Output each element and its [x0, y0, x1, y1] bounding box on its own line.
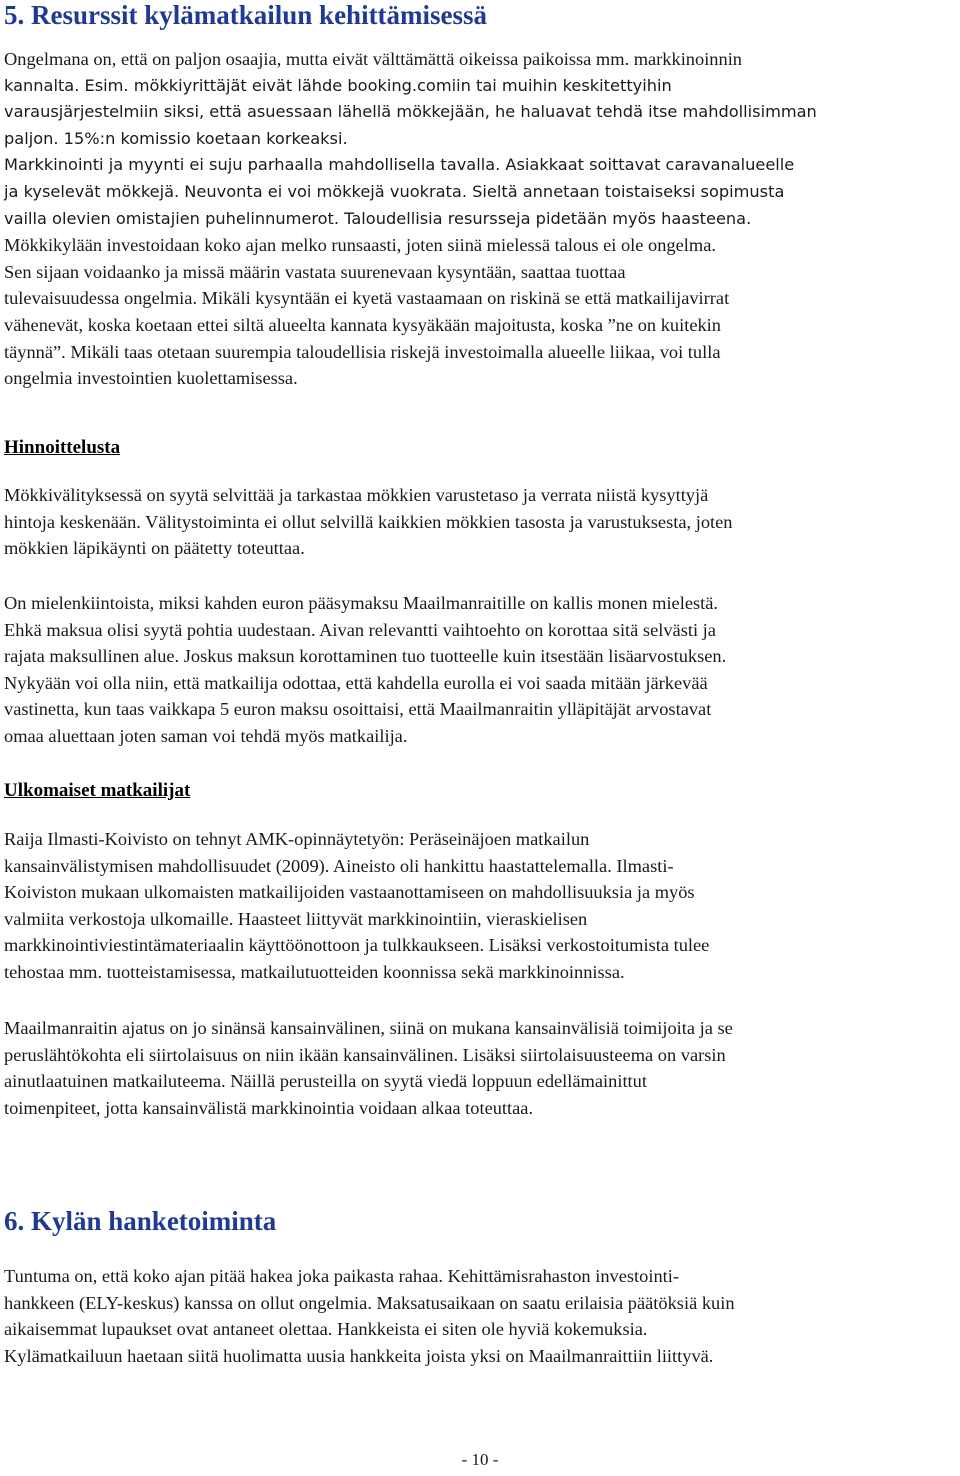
text-line: ja kyselevät mökkejä. Neuvonta ei voi mökkejä vuokrata. Sieltä annetaan toistaiseksi sopimusta [4, 181, 785, 201]
text-line: peruslähtökohta eli siirtolaisuus on niin ikään kansainvälinen. Lisäksi siirtolaisuusteema on varsin [4, 1044, 726, 1065]
text-line: Nykyään voi olla niin, että matkailija odottaa, että kahdella eurolla ei voi saada mitään järkevää [4, 672, 708, 693]
text-line: kansainvälistymisen mahdollisuudet (2009). Aineisto oli hankittu haastattelemalla. Ilmasti- [4, 855, 674, 876]
text-line: Ongelmana on, että on paljon osaajia, mutta eivät välttämättä oikeissa paikoissa mm. markkinoinnin [4, 49, 742, 69]
text-line: kannalta. Esim. mökkiyrittäjät eivät lähde booking.comiin tai muihin keskitettyihin [4, 75, 672, 95]
text-line: Maailmanraitin ajatus on jo sinänsä kansainvälinen, siinä on mukana kansainvälisiä toimijoita ja se [4, 1018, 733, 1038]
section-6-heading: 6. Kylän hanketoiminta [4, 1206, 277, 1236]
text-line: Markkinointi ja myynti ei suju parhaalla mahdollisella tavalla. Asiakkaat soittavat caravanalueelle [4, 155, 795, 175]
text-line: täynnä”. Mikäli taas otetaan suurempia taloudellisia riskejä investoimalla alueelle liikaa, voi tulla [4, 341, 721, 362]
text-line: tehostaa mm. tuotteistamisessa, matkailutuotteiden koonnissa sekä markkinoinnissa. [4, 961, 625, 982]
text-line: hankkeen (ELY-keskus) kanssa on ollut ongelmia. Maksatusaikaan on saatu erilaisia päätöksiä kuin [4, 1292, 735, 1313]
text-line: Tuntuma on, että koko ajan pitää hakea joka paikasta rahaa. Kehittämisrahaston investointi- [4, 1266, 679, 1286]
hinnoittelu-paragraph [4, 482, 958, 562]
text-line: On mielenkiintoista, miksi kahden euron pääsymaksu Maailmanraitille on kallis monen mielestä. [4, 593, 719, 613]
text-line: vähenevät, koska koetaan ettei siltä alueelta kannata kysyäkään majoitusta, koska ”ne on kuitekin [4, 314, 721, 335]
text-line: valmiita verkostoja ulkomaille. Haasteet liittyvät markkinointiin, vieraskielisen [4, 908, 588, 929]
ulkomaiset-paragraph-1 [4, 826, 958, 986]
text-line: omaa aluettaan joten saman voi tehdä myös matkailija. [4, 725, 408, 746]
text-line: hintoja keskenään. Välitystoiminta ei ollut selvillä kaikkien mökkien tasosta ja varustuksesta, joten [4, 511, 733, 532]
text-line: Sen sijaan voidaanko ja missä määrin vastata suurenevaan kysyntään, saattaa tuottaa [4, 261, 626, 282]
section-5-heading: 5. Resurssit kylämatkailun kehittämisessä [4, 0, 488, 30]
hinnoittelu-heading: Hinnoittelusta [4, 437, 121, 458]
text-line: paljon. 15%:n komissio koetaan korkeaksi. [4, 128, 348, 148]
text-line: ongelmia investointien kuolettamisessa. [4, 368, 298, 389]
text-line: markkinointiviestintämateriaalin käyttöönottoon ja tulkkaukseen. Lisäksi verkostoitumista tulee [4, 935, 710, 956]
text-line: ainutlaatuinen matkailuteema. Näillä perusteilla on syytä viedä loppuun edellämainittut [4, 1071, 647, 1092]
pricing-paragraph-2 [4, 590, 958, 750]
page-number: - 10 - [461, 1450, 499, 1469]
ulkomaiset-paragraph-2 [4, 1015, 958, 1121]
ulkomaiset-heading: Ulkomaiset matkailijat [4, 780, 191, 801]
text-line: Raija Ilmasti-Koivisto on tehnyt AMK-opinnäytetyön: Peräseinäjoen matkailun [4, 829, 590, 849]
text-line: Ehkä maksua olisi syytä pohtia uudestaan. Aivan relevantti vaihtoehto on korottaa sitä selvästi ja [4, 619, 716, 640]
section-5-paragraph-1 [4, 46, 958, 392]
text-line: Koiviston mukaan ulkomaisten matkailijoiden vastaanottamiseen on mahdollisuuksia ja myös [4, 882, 695, 903]
text-line: rajata maksullinen alue. Joskus maksun korottaminen tuo tuotteelle kuin itsestään lisäarvostuksen. [4, 646, 727, 667]
text-line: toimenpiteet, jotta kansainvälistä markkinointia voidaan alkaa toteuttaa. [4, 1097, 534, 1118]
text-line: Kylämatkailuun haetaan siitä huolimatta uusia hankkeita joista yksi on Maailmanraittiin liittyvä. [4, 1345, 714, 1366]
text-line: Mökkikylään investoidaan koko ajan melko runsaasti, joten siinä mielessä talous ei ole ongelma. [4, 235, 716, 256]
section-6-paragraph [4, 1263, 958, 1369]
text-line: Mökkivälityksessä on syytä selvittää ja tarkastaa mökkien varustetaso ja verrata niistä kysyttyjä [4, 485, 709, 505]
text-line: vailla olevien omistajien puhelinnumerot. Taloudellisia resursseja pidetään myös haasteena. [4, 208, 752, 228]
text-line: varausjärjestelmiin siksi, että asuessaan lähellä mökkejään, he haluavat tehdä itse mahdollisimman [4, 102, 817, 122]
text-line: vastinetta, kun taas vaikkapa 5 euron maksu osoittaisi, että Maailmanraitin ylläpitäjät arvostavat [4, 699, 712, 720]
text-line: mökkien läpikäynti on päätetty toteuttaa. [4, 538, 305, 559]
text-line: tulevaisuudessa ongelmia. Mikäli kysyntään ei kyetä vastaamaan on riskinä se että matkailijavirrat [4, 288, 730, 309]
text-line: aikaisemmat lupaukset ovat antaneet olettaa. Hankkeista ei siten ole hyviä kokemuksia. [4, 1319, 648, 1340]
